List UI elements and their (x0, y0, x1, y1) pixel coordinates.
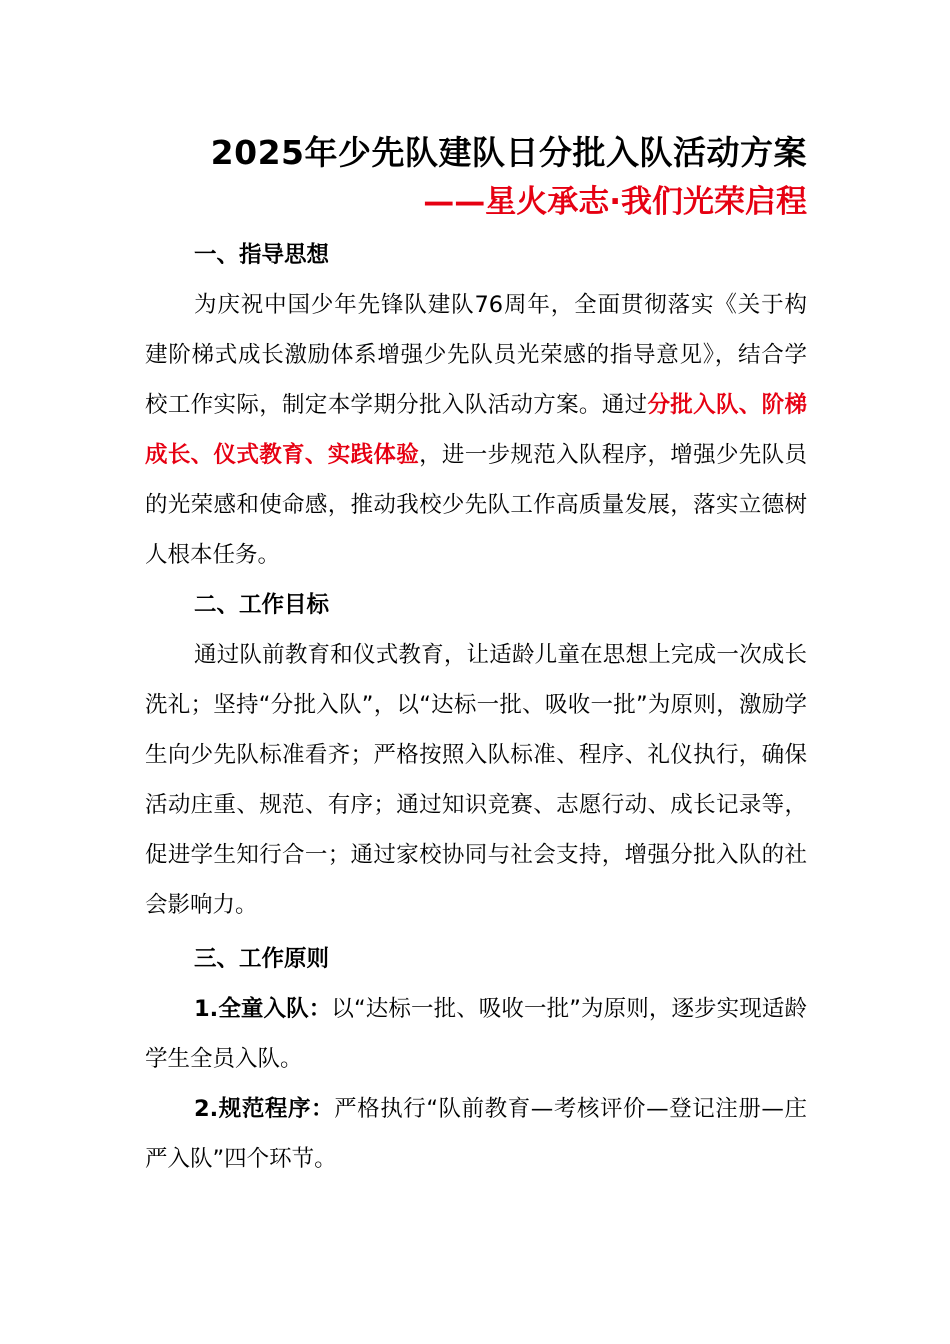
work-goals-paragraph: 通过队前教育和仪式教育，让适龄儿童在思想上完成一次成长洗礼；坚持“分批入队”，以“达标一批、吸收一批”为原则，激励学生向少先队标准看齐；严格按照入队标准、程序、礼仪执行，确保活动庄重、规范、有序；通过知识竞赛、志愿行动、成长记录等，促进学生知行合一；通过家校协同与社会支持，增强分批入队的社会影响力。 (145, 642, 807, 918)
guiding-ideology-highlight: 分批入队、阶梯成长、仪式教育、实践体验 (145, 392, 807, 468)
principle-text: 以“达标一批、吸收一批”为原则，逐步实现适龄学生全员入队。 (145, 996, 807, 1072)
principle-item (145, 1084, 807, 1184)
guiding-ideology-text-before: 为庆祝中国少年先锋队建队76周年，全面贯彻落实《关于构建阶梯式成长激励体系增强少先队员光荣感的指导意见》，结合学校工作实际，制定本学期分批入队活动方案。通过 (145, 292, 807, 418)
section-heading-work-goals: 二、工作目标 (194, 592, 330, 618)
document-page (145, 128, 807, 1184)
section-heading-guiding-ideology: 一、指导思想 (194, 242, 330, 268)
guiding-ideology-text-after: ，进一步规范入队程序，增强少先队员的光荣感和使命感，推动我校少先队工作高质量发展，落实立德树人根本任务。 (145, 442, 807, 568)
guiding-ideology-paragraph (145, 280, 807, 580)
document-title: 2025年少先队建队日分批入队活动方案 (210, 133, 807, 172)
principle-item (145, 984, 807, 1084)
principle-text: 严格执行“队前教育—考核评价—登记注册—庄严入队”四个环节。 (145, 1096, 807, 1172)
section-heading-work-principles: 三、工作原则 (194, 946, 330, 972)
document-subtitle: ——星火承志·我们光荣启程 (423, 184, 807, 220)
principle-label: 1.全童入队： (194, 996, 332, 1022)
principle-label: 2.规范程序： (194, 1096, 335, 1122)
